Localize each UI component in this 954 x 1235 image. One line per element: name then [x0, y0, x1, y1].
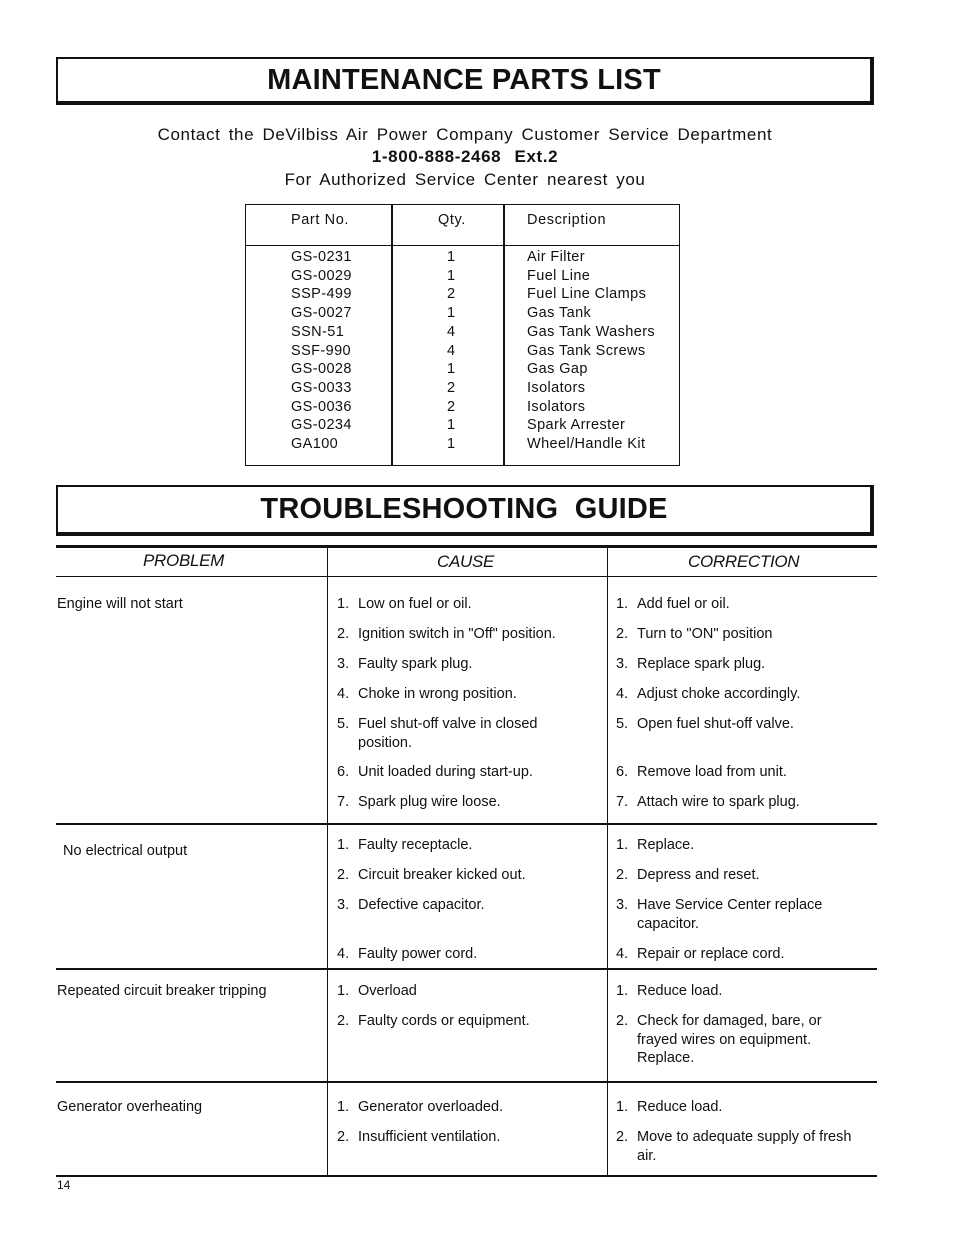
correction-item-text: Remove load from unit. — [637, 764, 787, 780]
cause-item-text: Faulty spark plug. — [358, 656, 473, 672]
part-number: GS-0231 — [291, 249, 352, 265]
cause-item-number: 5. — [337, 716, 350, 732]
header-correction: CORRECTION — [688, 552, 800, 571]
troubleshooting-row-rule — [56, 968, 877, 970]
part-number: GA100 — [291, 436, 339, 453]
cause-item-text: Overload — [358, 983, 417, 999]
problem-text: No electrical output — [63, 843, 188, 859]
parts-header-part-no: Part No. — [291, 212, 349, 228]
cause-item-text: Faulty power cord. — [358, 946, 478, 962]
troubleshooting-row-rule — [56, 823, 877, 825]
cause-item-number: 1. — [337, 1099, 350, 1115]
correction-item-number: 6. — [616, 764, 629, 780]
correction-item-number: 4. — [616, 686, 629, 702]
parts-table-header-rule — [246, 245, 679, 246]
troubleshooting-header-rule — [56, 576, 877, 577]
cause-item-number: 3. — [337, 656, 350, 672]
part-number: GS-0033 — [291, 379, 352, 396]
correction-item-number: 3. — [616, 656, 629, 672]
problem-text: Engine will not start — [57, 596, 183, 612]
cause-item-number: 3. — [337, 897, 350, 913]
correction-item-text-continued: capacitor. — [637, 915, 700, 932]
part-number: SSP-499 — [291, 286, 352, 303]
correction-item-text: Add fuel or oil. — [637, 596, 730, 612]
correction-item-text: Open fuel shut-off valve. — [637, 716, 794, 732]
cause-item-number: 1. — [337, 837, 350, 853]
correction-item-number: 1. — [616, 1099, 629, 1115]
problem-text: Generator overheating — [57, 1099, 203, 1115]
cause-item-text: Insufficient ventilation. — [358, 1129, 501, 1145]
troubleshooting-row-rule — [56, 1081, 877, 1083]
cause-item-number: 4. — [337, 946, 350, 962]
part-number: SSN-51 — [291, 323, 345, 340]
parts-column-part-no — [291, 248, 352, 454]
part-qty: 1 — [447, 361, 456, 378]
correction-item-number: 2. — [616, 867, 629, 883]
parts-table — [245, 204, 680, 466]
cause-item-text: Faulty receptacle. — [358, 837, 473, 853]
correction-item-text: Adjust choke accordingly. — [637, 686, 801, 702]
part-qty: 1 — [447, 249, 456, 265]
part-description: Gas Gap — [527, 361, 588, 378]
correction-item-text: Check for damaged, bare, or — [637, 1013, 822, 1029]
part-description: Spark Arrester — [527, 417, 626, 434]
cause-item-number: 2. — [337, 867, 350, 883]
cause-item-number: 2. — [337, 1013, 350, 1029]
part-qty: 1 — [447, 305, 456, 322]
correction-item-text: Reduce load. — [637, 1099, 723, 1115]
correction-item-text-continued: Replace. — [637, 1050, 695, 1066]
part-number: GS-0234 — [291, 417, 352, 434]
part-qty: 1 — [447, 417, 456, 434]
parts-table-divider — [391, 205, 393, 465]
correction-item-text-continued: air. — [637, 1147, 657, 1164]
cause-item-number: 6. — [337, 764, 350, 780]
part-qty: 4 — [447, 323, 456, 340]
part-number: SSF-990 — [291, 342, 352, 359]
part-description: Gas Tank Screws — [527, 342, 646, 359]
part-description: Wheel/Handle Kit — [527, 436, 646, 453]
cause-item-number: 4. — [337, 686, 350, 702]
part-qty: 1 — [447, 436, 456, 453]
parts-header-qty: Qty. — [438, 212, 466, 228]
part-description: Gas Tank — [527, 305, 592, 322]
correction-item-number: 1. — [616, 983, 629, 999]
contact-line-3: For Authorized Service Center nearest you — [284, 170, 646, 189]
correction-item-number: 1. — [616, 837, 629, 853]
part-qty: 4 — [447, 342, 456, 359]
troubleshooting-title-box — [56, 485, 874, 536]
correction-item-text: Replace. — [637, 837, 695, 853]
part-description: Fuel Line Clamps — [527, 286, 647, 303]
header-problem: PROBLEM — [143, 551, 225, 570]
part-qty: 2 — [447, 398, 456, 415]
cause-item-text: Circuit breaker kicked out. — [358, 867, 526, 883]
cause-item-text: Generator overloaded. — [358, 1099, 504, 1115]
parts-table-divider — [503, 205, 505, 465]
cause-item-text: Choke in wrong position. — [358, 686, 517, 702]
part-number: GS-0029 — [291, 267, 352, 284]
correction-item-text: Repair or replace cord. — [637, 946, 785, 962]
cause-item-text-continued: position. — [358, 734, 413, 751]
cause-item-text: Spark plug wire loose. — [358, 794, 501, 810]
cause-item-number: 2. — [337, 626, 350, 642]
cause-item-number: 2. — [337, 1129, 350, 1145]
part-description: Air Filter — [527, 249, 585, 265]
correction-item-text: Depress and reset. — [637, 867, 760, 883]
part-description: Isolators — [527, 398, 586, 415]
correction-item-text: Replace spark plug. — [637, 656, 766, 672]
cause-item-text: Ignition switch in "Off" position. — [358, 626, 556, 642]
correction-item-text: Have Service Center replace — [637, 897, 823, 913]
part-description: Fuel Line — [527, 267, 591, 284]
parts-column-description — [527, 248, 655, 454]
correction-item-number: 2. — [616, 1129, 629, 1145]
cause-item-number: 1. — [337, 596, 350, 612]
troubleshooting-title: TROUBLESHOOTING GUIDE — [260, 493, 668, 525]
part-qty: 1 — [447, 267, 456, 284]
part-qty: 2 — [447, 286, 456, 303]
parts-column-qty — [447, 248, 455, 454]
cause-item-number: 1. — [337, 983, 350, 999]
correction-item-text: Reduce load. — [637, 983, 723, 999]
part-number: GS-0036 — [291, 398, 352, 415]
correction-item-text-continued: frayed wires on equipment. — [637, 1031, 812, 1048]
correction-item-number: 2. — [616, 1013, 629, 1029]
correction-item-text: Attach wire to spark plug. — [637, 794, 800, 810]
part-description: Gas Tank Washers — [527, 323, 656, 340]
troubleshooting-top-rule — [56, 545, 877, 548]
contact-line-1: Contact the DeVilbiss Air Power Company Customer Service Department — [157, 125, 773, 144]
header-cause: CAUSE — [437, 552, 495, 571]
part-description: Isolators — [527, 379, 586, 396]
correction-item-text: Turn to "ON" position — [637, 626, 773, 642]
troubleshooting-bottom-rule — [56, 1175, 877, 1177]
correction-item-number: 2. — [616, 626, 629, 642]
problem-text: Repeated circuit breaker tripping — [57, 983, 267, 999]
cause-item-text: Unit loaded during start-up. — [358, 764, 533, 780]
cause-item-text: Low on fuel or oil. — [358, 596, 472, 612]
cause-item-text: Fuel shut-off valve in closed — [358, 716, 538, 732]
cause-item-text: Faulty cords or equipment. — [358, 1013, 530, 1029]
cause-item-text: Defective capacitor. — [358, 897, 485, 913]
correction-item-number: 4. — [616, 946, 629, 962]
part-qty: 2 — [447, 379, 456, 396]
correction-item-number: 3. — [616, 897, 629, 913]
contact-phone: 1-800-888-2468 Ext.2 — [371, 147, 559, 166]
maintenance-title: MAINTENANCE PARTS LIST — [267, 63, 661, 96]
correction-item-number: 1. — [616, 596, 629, 612]
part-number: GS-0028 — [291, 361, 352, 378]
parts-header-description: Description — [527, 212, 607, 228]
part-number: GS-0027 — [291, 305, 352, 322]
cause-item-number: 7. — [337, 794, 350, 810]
correction-item-number: 5. — [616, 716, 629, 732]
correction-item-number: 7. — [616, 794, 629, 810]
page-number: 14 — [57, 1178, 71, 1192]
maintenance-title-box — [56, 57, 874, 105]
correction-item-text: Move to adequate supply of fresh — [637, 1129, 852, 1145]
